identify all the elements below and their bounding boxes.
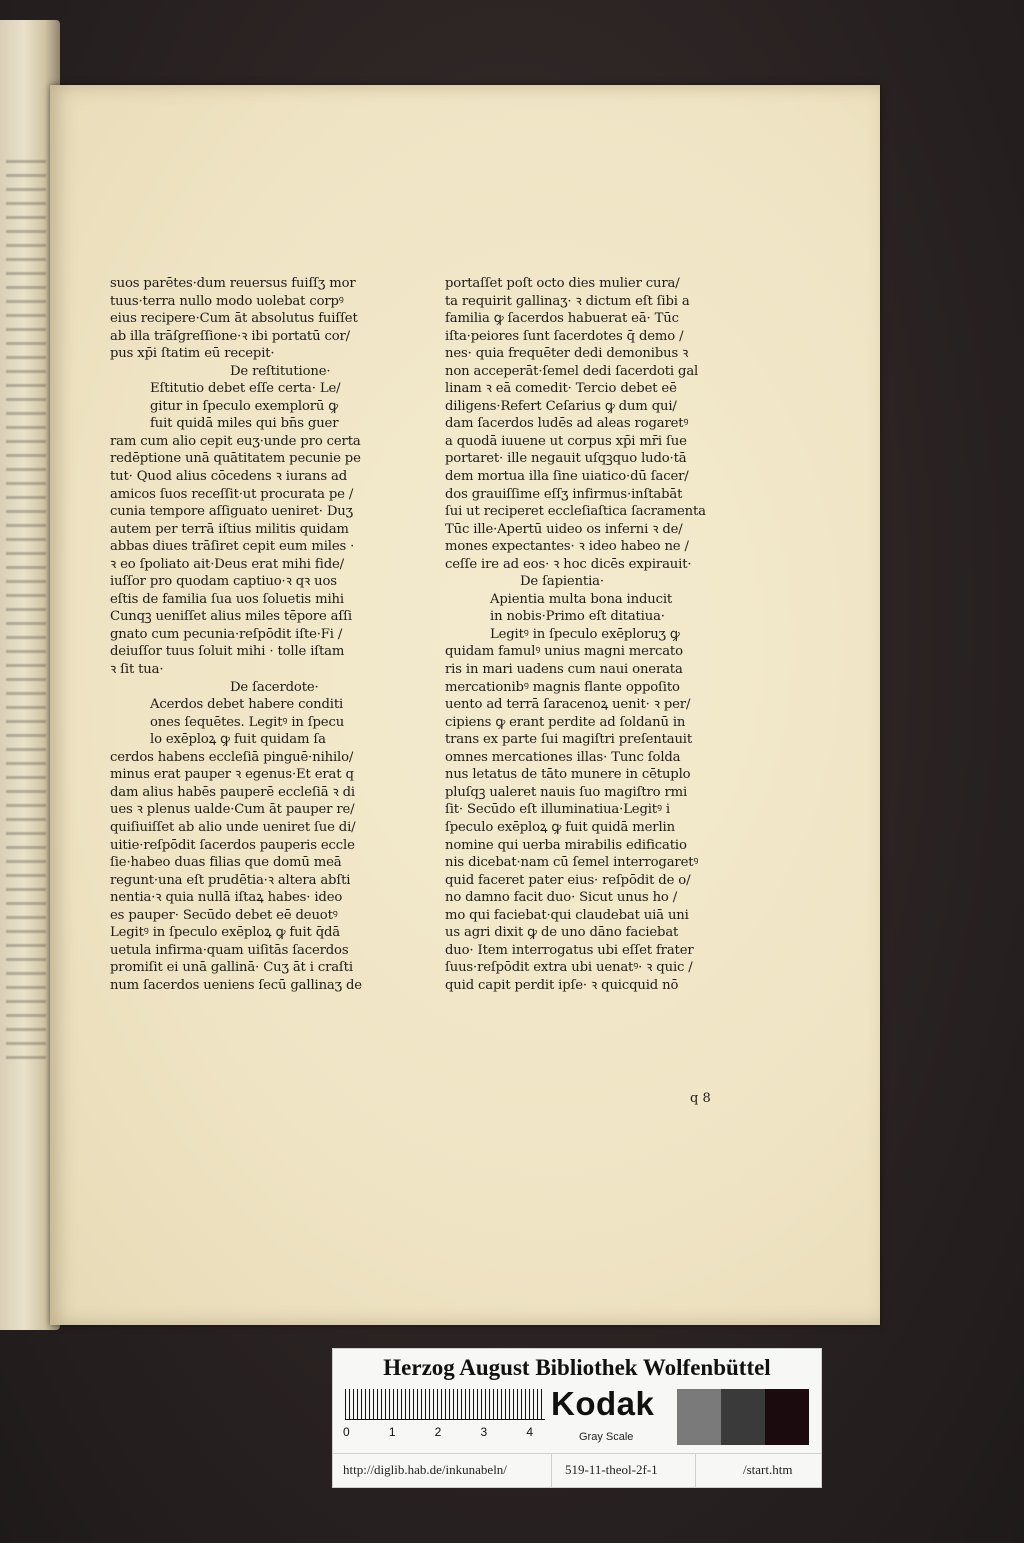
text-line: amicos ſuos receſſit·ut procurata pe /: [110, 486, 354, 502]
ruler-number: 2: [434, 1425, 442, 1439]
text-line: mones expectantes· ꝛ ideo habeo ne /: [445, 539, 689, 555]
start-link: /start.htm: [743, 1462, 793, 1477]
gray-swatches: [677, 1389, 809, 1445]
text-line: ſuus·reſpōdit extra ubi uenatꝰ· ꝛ quic /: [445, 960, 693, 976]
signature-mark: q 8: [690, 1091, 711, 1106]
text-line: quid faceret pater eius· reſpōdit de o/: [445, 872, 691, 888]
text-line: ſui ut reciperet eccleſiaſtica ſacramenta: [445, 504, 706, 520]
text-line: uento ad terrā ſaracenoꝝ uenit· ꝛ per/: [445, 697, 691, 713]
shelfmark: 519-11-theol-2f-1: [565, 1462, 658, 1477]
text-line: regunt·una eſt prudētia·ꝛ altera abſti: [110, 872, 351, 888]
right-text-column: [445, 275, 765, 994]
text-line: iuſſor pro quodam captiuo·ꝛ qꝛ uos: [110, 574, 337, 590]
text-line: iſta·peiores ſunt ſacerdotes q̄ demo /: [445, 328, 684, 344]
gray-scale-caption: Gray Scale: [579, 1431, 634, 1443]
text-line: ceſſe ire ad eos· ꝛ hoc dicēs expirauit·: [445, 556, 692, 572]
text-line: es pauper· Secūdo debet eē deuotꝰ: [110, 907, 338, 923]
text-line: lo exēploꝝ ꝙ fuit quidam ſa: [150, 732, 326, 748]
text-line: nis dicebat·nam cū ſemel interrogaretꝰ: [445, 855, 699, 871]
text-line: dam alius habēs pauperē eccleſiā ꝛ di: [110, 784, 355, 800]
text-line: Acerdos debet habere conditi: [150, 697, 344, 713]
text-line: portaſſet poſt octo dies mulier cura/: [445, 276, 680, 291]
text-line: deiuſſor tuus ſoluit mihi · tolle iſtam: [110, 644, 345, 660]
text-line: promiſit ei unā gallinā· Cuʒ āt i craſti: [110, 960, 353, 976]
text-line: gitur in ſpeculo exemplorū ꝙ: [150, 398, 339, 414]
text-line: uitie·reſpōdit ſacerdos pauperis eccle: [110, 837, 355, 853]
ruler-number: 3: [480, 1425, 488, 1439]
text-line: us agri dixit ꝙ de uno dāno faciebat: [445, 925, 679, 941]
text-line: nus letatus de tāto munere in cētuplo: [445, 767, 691, 783]
gray-swatch-mid: [677, 1389, 721, 1445]
text-line: tuus·terra nullo modo uolebat corpꝰ: [110, 293, 344, 309]
text-line: ſpeculo exēploꝝ ꝙ fuit quidā merlin: [445, 819, 675, 835]
text-line: fuit quidā miles qui bn̄s guer: [150, 416, 339, 432]
text-line: non acceperāt·ſemel dedi ſacerdoti gal: [445, 363, 699, 379]
text-line: ꝛ ſit tua·: [110, 662, 164, 678]
text-line: Legitꝰ in ſpeculo exēploruʒ ꝙ: [490, 626, 680, 642]
text-line: suos parētes·dum reuersus fuiſſʒ mor: [110, 276, 356, 291]
text-line: mo qui faciebat·qui claudebat uiā uni: [445, 907, 689, 923]
library-title: Herzog August Bibliothek Wolfenbüttel: [383, 1355, 771, 1380]
text-line: Tūc ille·Apertū uideo os inferni ꝛ de/: [445, 521, 683, 537]
divider: [551, 1454, 552, 1488]
text-line: duo· Item interrogatus ubi eſſet frater: [445, 942, 694, 958]
text-line: quidam famulꝰ unius magni mercato: [445, 644, 683, 660]
text-line: ta requirit gallinaʒ· ꝛ dictum eſt ſibi a: [445, 293, 690, 309]
text-line: diligens·Refert Ceſarius ꝙ dum qui/: [445, 398, 677, 414]
text-line: pus xp̄i ſtatim eū recepit·: [110, 346, 275, 362]
text-line: eſtis de familia ſua uos ſoluetis mihi: [110, 591, 344, 607]
left-text-column: [110, 275, 415, 994]
text-line: portaret· ille negauit uſqꝫquo ludo·tā: [445, 451, 687, 467]
text-line: gnato cum pecunia·reſpōdit iſte·Fi /: [110, 626, 343, 642]
text-line: familia ꝙ ſacerdos habuerat eā· Tūc: [445, 311, 679, 327]
ruler-number: 0: [343, 1425, 350, 1439]
divider: [695, 1454, 696, 1488]
text-line: ſit· Secūdo eſt illuminatiua·Legitꝰ i: [445, 802, 670, 818]
text-line: pluſqꝫ ualeret nauis ſuo magiſtro rmi: [445, 784, 688, 800]
text-line: autem per terrā iſtius militis quidam: [110, 521, 349, 537]
text-line: cipiens ꝙ erant perdite ad ſoldanū in: [445, 714, 686, 730]
text-line: abbas diues trāſiret cepit eum miles ·: [110, 539, 355, 555]
text-line: ues ꝛ plenus ualde·Cum āt pauper re/: [110, 802, 355, 818]
text-line: dam ſacerdos ludēs ad aleas rogaretꝰ: [445, 416, 689, 432]
text-line: nentia·ꝛ quia nullā iſtaꝝ habes· ideo: [110, 890, 343, 906]
text-line: quid capit perdit ipſe· ꝛ quicquid nō: [445, 977, 679, 993]
text-line: mercationibꝰ magnis flante oppoſito: [445, 679, 680, 695]
text-line: Cunqꝫ ueniſſet alius miles tēpore aſſi: [110, 609, 352, 625]
text-line: tut· Quod alius cōcedens ꝛ iurans ad: [110, 469, 347, 485]
ruler-number: 4: [526, 1425, 533, 1439]
text-line: ſie·habeo duas filias que domū meā: [110, 855, 342, 871]
text-line: ones ſequētes. Legitꝰ in ſpecu: [150, 714, 345, 730]
ruler-numbers: [343, 1425, 533, 1439]
text-line: eius recipere·Cum āt absolutus fuiſſet: [110, 311, 358, 327]
text-line: Eſtitutio debet eſſe certa· Le/: [150, 381, 341, 397]
text-line: cunia tempore aſſiguato ueniret· Duʒ: [110, 504, 353, 520]
text-line: nes· quia frequēter dedi demonibus ꝛ: [445, 346, 689, 362]
digital-library-url: http://diglib.hab.de/inkunabeln/: [343, 1462, 507, 1477]
text-line: uetula infirma·quam uiſitās ſacerdos: [110, 942, 349, 958]
text-line: linam ꝛ eā comedit· Tercio debet eē: [445, 381, 677, 397]
text-line: ram cum alio cepit euʒ·unde pro certa: [110, 433, 361, 449]
text-line: ꝛ eo ſpoliato ait·Deus erat mihi fide/: [110, 556, 344, 572]
text-line: num ſacerdos ueniens ſecū gallinaʒ de: [110, 977, 362, 993]
gray-swatch-dark: [721, 1389, 765, 1445]
text-line: ab illa trāſgreſſione·ꝛ ibi portatū cor/: [110, 328, 350, 344]
label-footer: [333, 1453, 821, 1488]
text-line: De ſacerdote·: [230, 679, 319, 695]
text-line: quiſiuiſſet ab alio unde ueniret ſue di/: [110, 819, 356, 835]
library-label: [332, 1348, 822, 1488]
ruler-number: 1: [388, 1425, 396, 1439]
text-line: cerdos habens eccleſiā pinguē·nihilo/: [110, 749, 354, 765]
text-line: omnes mercationes illas· Tunc ſolda: [445, 749, 681, 765]
ruler: [345, 1389, 545, 1420]
text-line: a quodā iuuene ut corpus xp̄i mr̄i ſue: [445, 433, 687, 449]
text-line: dos grauiſſime eſſʒ infirmus·inſtabāt: [445, 486, 683, 502]
text-line: in nobis·Primo eſt ditatiua·: [490, 609, 665, 625]
text-line: ris in mari uadens cum naui onerata: [445, 662, 683, 678]
text-line: De ſapientia·: [520, 574, 604, 590]
text-line: no damno facit duo· Sicut unus ho /: [445, 890, 678, 906]
text-line: redēptione unā quātitatem pecunie pe: [110, 451, 361, 467]
text-line: Legitꝰ in ſpeculo exēploꝝ ꝙ fuit q̄dā: [110, 925, 340, 941]
text-line: Apientia multa bona inducit: [490, 591, 673, 607]
text-line: minus erat pauper ꝛ egenus·Et erat q: [110, 767, 354, 783]
text-line: nomine qui uerba mirabilis edificatio: [445, 837, 687, 853]
book-page: [50, 85, 880, 1325]
gray-swatch-black: [765, 1389, 809, 1445]
text-line: dem mortua illa ſine uiatico·dū ſacer/: [445, 469, 689, 485]
kodak-logo: Kodak: [551, 1385, 655, 1422]
text-line: trans ex parte ſui magiſtri preſentauit: [445, 732, 693, 748]
text-line: De reſtitutione·: [230, 363, 331, 379]
